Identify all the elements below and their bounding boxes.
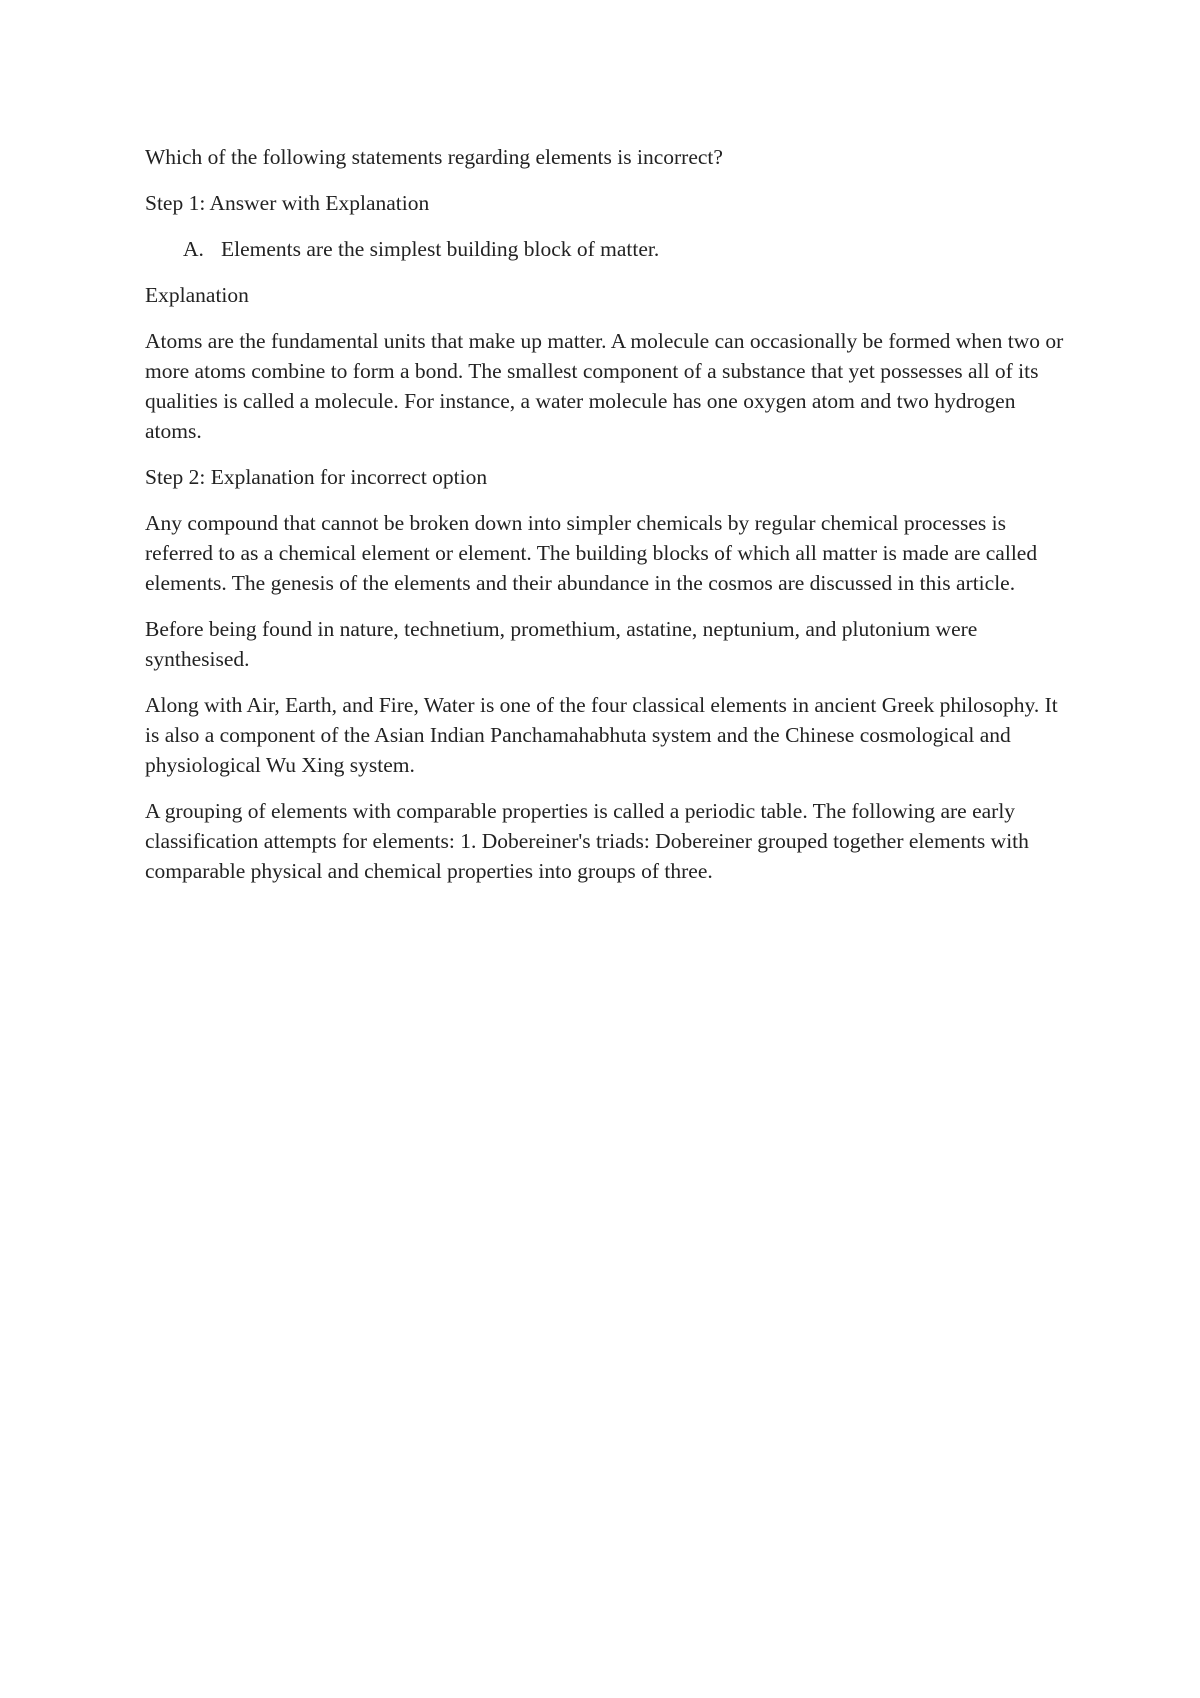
answer-marker: A. <box>183 237 204 261</box>
document-body <box>145 142 1065 902</box>
body-paragraph: Before being found in nature, technetium, promethium, astatine, neptunium, and plutonium were synthesised. <box>145 617 978 671</box>
question-text: Which of the following statements regarding elements is incorrect? <box>145 145 723 169</box>
body-paragraph: Any compound that cannot be broken down into simpler chemicals by regular chemical processes is referred to as a chemical element or element. The building blocks of which all matter is made are called elements. The genesis of the elements and their abundance in the cosmos are discussed in this article. <box>145 511 1038 595</box>
step1-heading: Step 1: Answer with Explanation <box>145 191 430 215</box>
explanation-heading: Explanation <box>145 283 249 307</box>
step2-heading: Step 2: Explanation for incorrect option <box>145 465 488 489</box>
body-paragraph: Along with Air, Earth, and Fire, Water is one of the four classical elements in ancient Greek philosophy. It is also a component of the Asian Indian Panchamahabhuta system and the Chinese cosmological and physiological Wu Xing system. <box>145 693 1058 777</box>
explanation-paragraph: Atoms are the fundamental units that make up matter. A molecule can occasionally be formed when two or more atoms combine to form a bond. The smallest component of a substance that yet possesses all of its qualities is called a molecule. For instance, a water molecule has one oxygen atom and two hydrogen atoms. <box>145 329 1064 443</box>
body-paragraph: A grouping of elements with comparable properties is called a periodic table. The following are early classification attempts for elements: 1. Dobereiner's triads: Dobereiner grouped together elements with comparable physical and chemical properties into groups of three. <box>145 799 1029 883</box>
answer-list-item <box>145 234 1065 264</box>
answer-text: Elements are the simplest building block of matter. <box>221 237 660 261</box>
